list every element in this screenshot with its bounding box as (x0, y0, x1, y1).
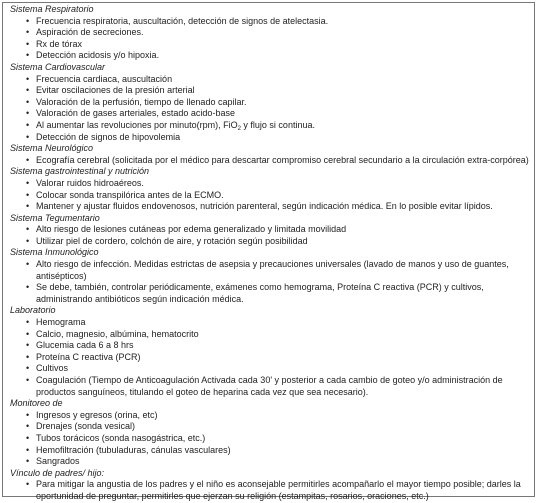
list-item: • Frecuencia respiratoria, auscultación, detección de signos de atelectasia. (36, 16, 531, 28)
list-item: • Para mitigar la angustia de los padres y el niño es aconsejable permitirles acompañarlo el mayor tiempo posible; darles la oportunidad de preguntar, permitirles que ejerzan su religión (estampitas, rosarios, oraciones, etc.) (36, 479, 531, 502)
fio2-text-post: y flujo si continua. (240, 119, 315, 130)
list-item: • Alto riesgo de infección. Medidas estrictas de asepsia y precauciones universales (lavado de manos y uso de guantes, antisépticos) (36, 259, 531, 282)
list-item: • Detección acidosis y/o hipoxia. (36, 50, 531, 62)
list-item: • Rx de tórax (36, 39, 531, 51)
list-item: • Sangrados (36, 456, 531, 468)
list-item: • Frecuencia cardiaca, auscultación (36, 74, 531, 86)
list-item: • Drenajes (sonda vesical) (36, 421, 531, 433)
section-title-inmunologico: Sistema Inmunológico (10, 247, 99, 258)
list-laboratorio (10, 317, 531, 398)
list-item: • Hemofiltración (tubuladuras, cánulas vasculares) (36, 445, 531, 457)
list-item: • Detección de signos de hipovolemia (36, 132, 531, 144)
section-title-laboratorio: Laboratorio (10, 305, 56, 316)
list-item: • Ecografía cerebral (solicitada por el médico para descartar compromiso cerebral secundario a la circulación extra-corpórea) (36, 155, 531, 167)
list-monitoreo (10, 410, 531, 468)
list-item: • Evitar oscilaciones de la presión arterial (36, 85, 531, 97)
list-tegumentario (10, 224, 531, 247)
list-gastrointestinal (10, 178, 531, 213)
list-item: • Aspiración de secreciones. (36, 27, 531, 39)
care-table (2, 2, 535, 501)
section-title-respiratorio: Sistema Respiratorio (10, 4, 94, 14)
list-item: • Utilizar piel de cordero, colchón de aire, y rotación según posibilidad (36, 236, 531, 248)
list-item: • Proteína C reactiva (PCR) (36, 352, 531, 364)
list-neurologico (10, 155, 531, 167)
list-item-fio2 (36, 120, 531, 132)
list-vinculo (10, 479, 531, 502)
section-title-gastrointestinal: Sistema gastrointestinal y nutrición (10, 166, 150, 177)
list-item: • Se debe, también, controlar periódicamente, exámenes como hemograma, Proteína C reactiva (PCR) y cultivos, administrando antibióticos según indicación médica. (36, 282, 531, 305)
list-item: • Cultivos (36, 363, 531, 375)
section-title-monitoreo: Monitoreo de (10, 398, 63, 409)
list-cardiovascular (10, 74, 531, 144)
list-item: • Glucemia cada 6 a 8 hrs (36, 340, 531, 352)
list-item: • Tubos torácicos (sonda nasogástrica, etc.) (36, 433, 531, 445)
list-item: • Valoración de la perfusión, tiempo de llenado capilar. (36, 97, 531, 109)
list-item: • Mantener y ajustar fluidos endovenosos, nutrición parenteral, según indicación médica. En lo posible evitar lípidos. (36, 201, 531, 213)
section-title-tegumentario: Sistema Tegumentario (10, 212, 100, 223)
list-item: • Hemograma (36, 317, 531, 329)
list-inmunologico (10, 259, 531, 305)
list-item: • Coagulación (Tiempo de Anticoagulación Activada cada 30' y posterior a cada cambio de goteo y/o administración de productos sanguíneos, titulando el goteo de heparina cada vez que sea necesario). (36, 375, 531, 398)
fio2-text-pre: Al aumentar las revoluciones por minuto(rpm), FiO (36, 119, 238, 130)
list-item: • Valoración de gases arteriales, estado acido-base (36, 108, 531, 120)
fio2-subscript: 2 (237, 125, 241, 132)
list-item: • Calcio, magnesio, albúmina, hematocrito (36, 329, 531, 341)
section-title-vinculo: Vínculo de padres/ hijo: (10, 467, 105, 478)
list-respiratorio (10, 16, 531, 62)
section-title-cardiovascular: Sistema Cardiovascular (10, 61, 106, 72)
list-item: • Ingresos y egresos (orina, etc) (36, 410, 531, 422)
list-item: • Colocar sonda transpilórica antes de la ECMO. (36, 190, 531, 202)
list-item: • Alto riesgo de lesiones cutáneas por edema generalizado y limitada movilidad (36, 224, 531, 236)
section-title-neurologico: Sistema Neurológico (10, 143, 94, 154)
list-item: • Valorar ruidos hidroaéreos. (36, 178, 531, 190)
